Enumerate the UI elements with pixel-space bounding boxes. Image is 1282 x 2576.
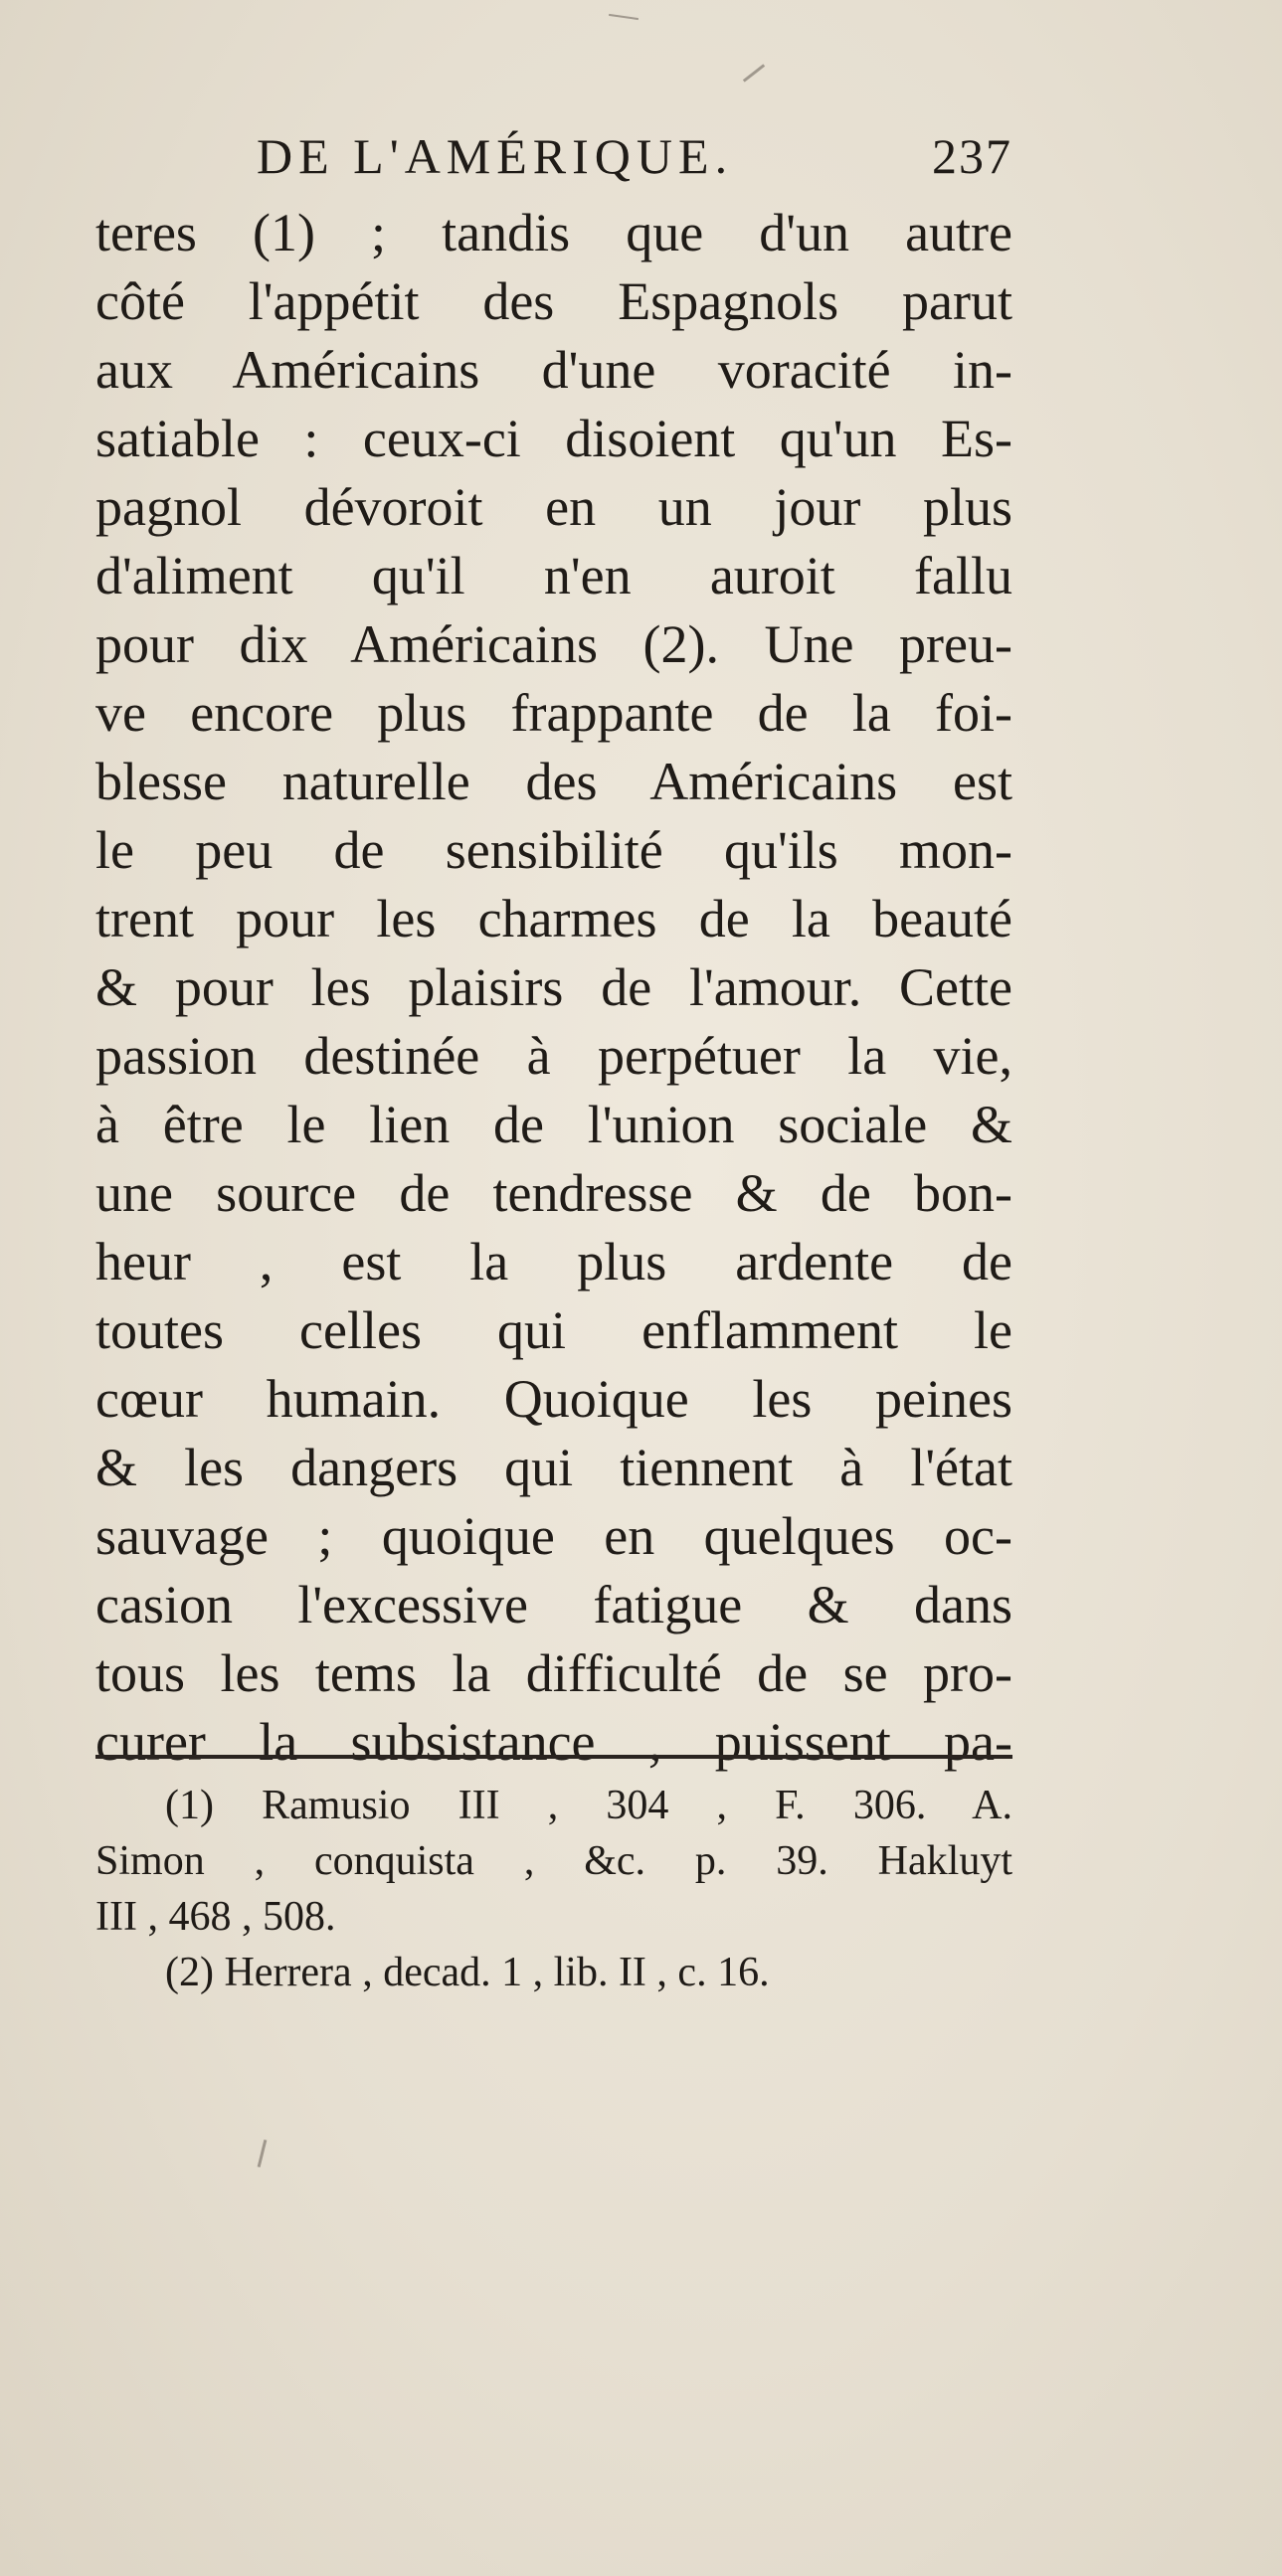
text-line: curer la subsistance , puissent pa- xyxy=(95,1712,1012,1772)
text-line: cœur humain. Quoique les peines xyxy=(95,1369,1012,1429)
pencil-mark xyxy=(258,2140,268,2167)
text-line: tous les tems la difficulté de se pro- xyxy=(95,1643,1012,1703)
footnote-rule xyxy=(95,1755,1012,1759)
text-line: une source de tendresse & de bon- xyxy=(95,1163,1012,1223)
text-line: le peu de sensibilité qu'ils mon- xyxy=(95,820,1012,880)
text-line: heur , est la plus ardente de xyxy=(95,1232,1012,1291)
footnote-line: III , 468 , 508. xyxy=(95,1894,336,1940)
footnote-line: (1) Ramusio III , 304 , F. 306. A. xyxy=(165,1783,1012,1828)
running-title: DE L'AMÉRIQUE. xyxy=(257,128,734,184)
footnotes xyxy=(95,1778,1012,2000)
footnote-line: (2) Herrera , decad. 1 , lib. II , c. 16. xyxy=(165,1950,770,1995)
text-line: d'aliment qu'il n'en auroit fallu xyxy=(95,546,1012,605)
text-line: pagnol dévoroit en un jour plus xyxy=(95,477,1012,537)
text-line: à être le lien de l'union sociale & xyxy=(95,1095,1012,1154)
text-line: aux Américains d'une voracité in- xyxy=(95,340,1012,400)
body-text xyxy=(95,199,1012,1777)
pencil-mark xyxy=(609,14,639,20)
pencil-mark xyxy=(743,64,765,82)
text-line: & les dangers qui tiennent à l'état xyxy=(95,1438,1012,1497)
text-line: & pour les plaisirs de l'amour. Cette xyxy=(95,957,1012,1017)
text-line: toutes celles qui enflamment le xyxy=(95,1300,1012,1360)
text-line: passion destinée à perpétuer la vie, xyxy=(95,1026,1012,1086)
page-header xyxy=(257,127,1012,197)
text-line: ve encore plus frappante de la foi- xyxy=(95,683,1012,743)
text-line: pour dix Américains (2). Une preu- xyxy=(95,614,1012,674)
text-line: côté l'appétit des Espagnols parut xyxy=(95,271,1012,331)
text-line: sauvage ; quoique en quelques oc- xyxy=(95,1506,1012,1566)
page-number: 237 xyxy=(932,128,1012,184)
footnote-line: Simon , conquista , &c. p. 39. Hakluyt xyxy=(95,1838,1012,1884)
text-line: satiable : ceux-ci disoient qu'un Es- xyxy=(95,409,1012,468)
text-line: trent pour les charmes de la beauté xyxy=(95,889,1012,948)
text-line: casion l'excessive fatigue & dans xyxy=(95,1575,1012,1634)
text-line: blesse naturelle des Américains est xyxy=(95,752,1012,811)
text-line: teres (1) ; tandis que d'un autre xyxy=(95,203,1012,262)
